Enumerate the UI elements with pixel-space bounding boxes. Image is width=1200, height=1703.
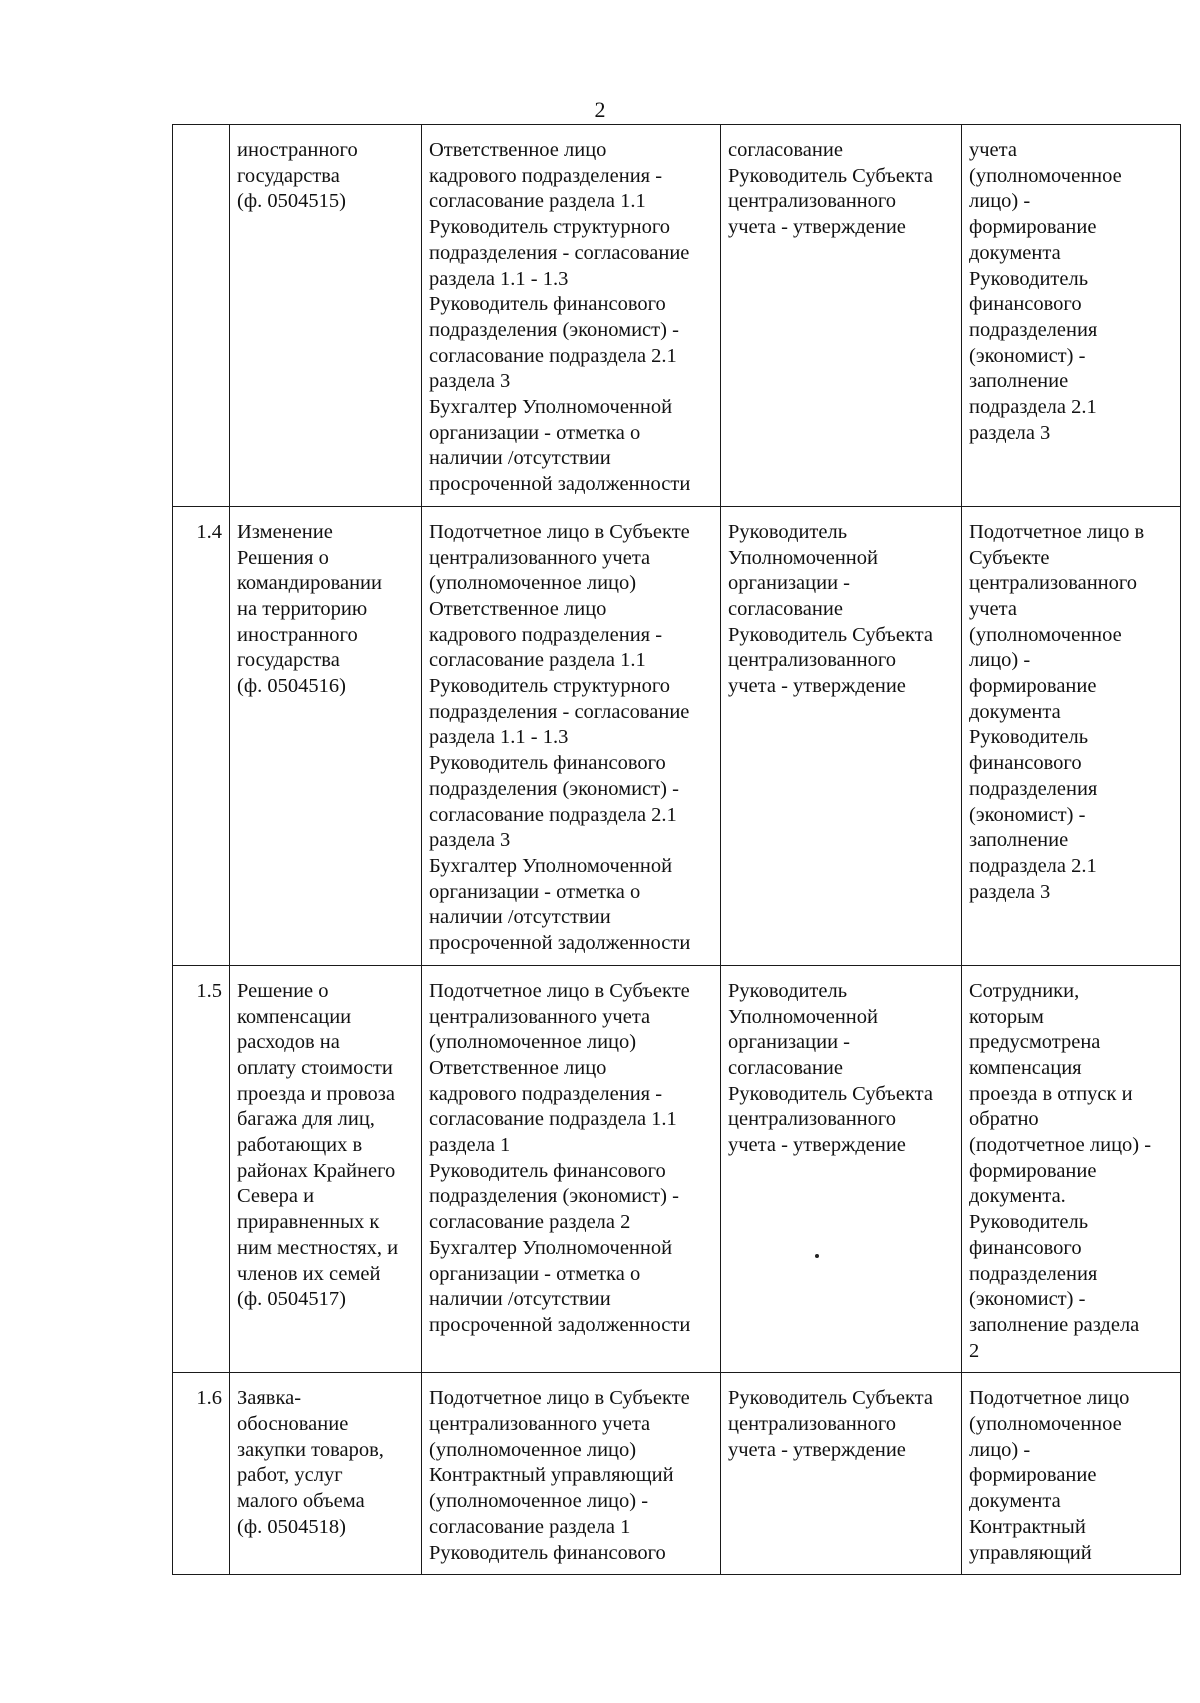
text-line: Подотчетное лицо в Субъекте <box>429 1387 690 1410</box>
text-line: Заявка- <box>237 1387 302 1410</box>
text-line: работающих в <box>237 1134 363 1157</box>
text-line: организации - отметка о <box>429 421 641 444</box>
text-line: учета - утверждение <box>728 216 906 239</box>
text-line: формирование <box>969 1159 1097 1182</box>
text-line: подразделения (экономист) - <box>429 318 679 341</box>
text-line: Контрактный управляющий <box>429 1464 674 1487</box>
text-line: учета - утверждение <box>728 1438 906 1461</box>
text-line: организации - отметка о <box>429 1262 641 1285</box>
text-line: раздела 3 <box>969 880 1051 903</box>
row-number-cell <box>173 125 230 507</box>
text-line: (уполномоченное лицо) <box>429 1031 637 1054</box>
text-line: подразделения - согласование <box>429 241 690 264</box>
approval-table <box>172 124 1181 1575</box>
text-line: наличии /отсутствии <box>429 906 611 929</box>
text-line: обратно <box>969 1108 1039 1131</box>
text-line: Сотрудники, <box>969 979 1080 1002</box>
text-line: Руководитель <box>728 979 848 1002</box>
text-line: организации - <box>728 1031 851 1054</box>
text-line: Руководитель финансового <box>429 1159 666 1182</box>
text-line: раздела 1.1 - 1.3 <box>429 726 569 749</box>
text-line: государства <box>237 649 340 672</box>
text-line: (экономист) - <box>969 803 1086 826</box>
text-line: иностранного <box>237 139 358 161</box>
text-line: Севера и <box>237 1185 315 1208</box>
text-line: Руководитель финансового <box>429 1541 666 1564</box>
text-line: документа <box>969 241 1061 264</box>
text-line: кадрового подразделения - <box>429 1082 663 1105</box>
approvers-cell <box>422 965 721 1373</box>
text-line: членов их семей <box>237 1262 381 1285</box>
text-line: учета <box>969 597 1017 620</box>
text-line: финансового <box>969 752 1082 775</box>
text-line: (уполномоченное лицо) <box>429 572 637 595</box>
table-row <box>173 506 1181 965</box>
text-line: подразделения <box>969 1262 1098 1285</box>
text-line: Руководитель Субъекта <box>728 164 933 187</box>
text-line: формирование <box>969 216 1097 239</box>
text-line: заполнение раздела <box>969 1313 1140 1336</box>
text-line: наличии /отсутствии <box>429 447 611 470</box>
text-line: подразделения <box>969 318 1098 341</box>
text-line: Руководитель <box>969 267 1089 290</box>
text-line: подраздела 2.1 <box>969 396 1097 419</box>
text-line: проезда в отпуск и <box>969 1082 1133 1105</box>
text-line: централизованного <box>728 1413 897 1436</box>
text-line: предусмотрена <box>969 1031 1101 1054</box>
document-name-cell <box>230 1373 422 1575</box>
text-line: Подотчетное лицо в Субъекте <box>429 520 690 543</box>
signers-cell <box>721 1373 962 1575</box>
text-line: Подотчетное лицо <box>969 1387 1130 1410</box>
text-line: просроченной задолженности <box>429 1313 691 1336</box>
text-line: лицо) - <box>969 649 1031 672</box>
text-line: согласование подраздела 2.1 <box>429 344 677 367</box>
page-number: 2 <box>594 97 606 122</box>
text-line: (ф. 0504515) <box>237 190 346 213</box>
text-line: учета - утверждение <box>728 675 906 698</box>
text-line: организации - <box>728 572 851 595</box>
text-line: районах Крайнего <box>237 1159 396 1182</box>
text-line: раздела 1 <box>429 1134 511 1157</box>
table-row <box>173 125 1181 507</box>
text-line: Уполномоченной <box>728 546 878 569</box>
text-line: централизованного <box>969 572 1138 595</box>
text-line: Руководитель структурного <box>429 216 670 239</box>
document-name-cell <box>230 506 422 965</box>
document-name-cell <box>230 965 422 1373</box>
text-line: (экономист) - <box>969 344 1086 367</box>
text-line: раздела 1.1 - 1.3 <box>429 267 569 290</box>
text-line: Решение о <box>237 979 329 1002</box>
text-line: малого объема <box>237 1490 365 1513</box>
text-line: Изменение <box>237 520 333 543</box>
text-line: централизованного <box>728 1108 897 1131</box>
text-line: Руководитель структурного <box>429 675 670 698</box>
table-row <box>173 1373 1181 1575</box>
approvers-cell <box>422 1373 721 1575</box>
text-line: Руководитель Субъекта <box>728 1082 933 1105</box>
text-line: приравненных к <box>237 1211 380 1234</box>
text-line: (ф. 0504517) <box>237 1288 346 1311</box>
text-line: Руководитель <box>969 1211 1089 1234</box>
text-line: подразделения - согласование <box>429 700 690 723</box>
text-line: лицо) - <box>969 1438 1031 1461</box>
text-line: Ответственное лицо <box>429 139 607 161</box>
text-line: (уполномоченное лицо) <box>429 1438 637 1461</box>
document-name-cell <box>230 125 422 507</box>
row-number-cell: 1.5 <box>173 965 230 1373</box>
text-line: командировании <box>237 572 383 595</box>
text-line: учета - утверждение <box>728 1134 906 1157</box>
text-line: обоснование <box>237 1413 349 1436</box>
text-line: Ответственное лицо <box>429 1056 607 1079</box>
text-line: (ф. 0504518) <box>237 1515 346 1538</box>
text-line: просроченной задолженности <box>429 473 691 496</box>
text-line: на территорию <box>237 597 368 620</box>
text-line: формирование <box>969 675 1097 698</box>
text-line: организации - отметка о <box>429 880 641 903</box>
text-line: Руководитель финансового <box>429 293 666 316</box>
table-row <box>173 965 1181 1373</box>
table-body <box>173 125 1181 1575</box>
text-line: заполнение <box>969 370 1069 393</box>
text-line: Руководитель <box>728 520 848 543</box>
text-line: финансового <box>969 293 1082 316</box>
text-line: раздела 3 <box>429 829 511 852</box>
text-line: согласование подраздела 1.1 <box>429 1108 677 1131</box>
text-line: Бухгалтер Уполномоченной <box>429 1236 673 1259</box>
text-line: согласование раздела 2 <box>429 1211 631 1234</box>
text-line: Субъекте <box>969 546 1050 569</box>
text-line: согласование <box>728 139 843 161</box>
text-line: кадрового подразделения - <box>429 623 663 646</box>
text-line: расходов на <box>237 1031 340 1054</box>
text-line: багажа для лиц, <box>237 1108 375 1131</box>
text-line: просроченной задолженности <box>429 932 691 955</box>
text-line: формирование <box>969 1464 1097 1487</box>
formers-cell <box>962 506 1181 965</box>
text-line: работ, услуг <box>237 1464 343 1487</box>
text-line: компенсации <box>237 1005 352 1028</box>
text-line: документа <box>969 1490 1061 1513</box>
text-line: согласование раздела 1 <box>429 1515 631 1538</box>
text-line: (подотчетное лицо) - <box>969 1134 1152 1157</box>
text-line: подразделения (экономист) - <box>429 1185 679 1208</box>
text-line: (ф. 0504516) <box>237 675 346 698</box>
text-line: подраздела 2.1 <box>969 854 1097 877</box>
text-line: финансового <box>969 1236 1082 1259</box>
text-line: Подотчетное лицо в Субъекте <box>429 979 690 1002</box>
text-line: Контрактный <box>969 1515 1086 1538</box>
text-line: подразделения (экономист) - <box>429 777 679 800</box>
text-line: согласование <box>728 1056 843 1079</box>
text-line: ним местностях, и <box>237 1236 399 1259</box>
approvers-cell <box>422 125 721 507</box>
text-line: оплату стоимости <box>237 1056 393 1079</box>
text-line: согласование подраздела 2.1 <box>429 803 677 826</box>
signers-cell <box>721 965 962 1373</box>
text-line: согласование раздела 1.1 <box>429 190 646 213</box>
text-line: Руководитель Субъекта <box>728 1387 933 1410</box>
text-line: централизованного <box>728 190 897 213</box>
text-line: раздела 3 <box>429 370 511 393</box>
text-line: централизованного <box>728 649 897 672</box>
text-line: управляющий <box>969 1541 1092 1564</box>
text-line: документа <box>969 700 1061 723</box>
text-line: подразделения <box>969 777 1098 800</box>
text-line: учета <box>969 139 1017 161</box>
text-line: согласование <box>728 597 843 620</box>
text-line: Руководитель финансового <box>429 752 666 775</box>
text-line: Подотчетное лицо в <box>969 520 1145 543</box>
text-line: проезда и провоза <box>237 1082 396 1105</box>
text-line: (экономист) - <box>969 1288 1086 1311</box>
formers-cell <box>962 1373 1181 1575</box>
approvers-cell <box>422 506 721 965</box>
text-line: закупки товаров, <box>237 1438 384 1461</box>
text-line: компенсация <box>969 1056 1082 1079</box>
text-line: централизованного учета <box>429 546 651 569</box>
text-line: раздела 3 <box>969 421 1051 444</box>
text-line: Бухгалтер Уполномоченной <box>429 854 673 877</box>
text-line: кадрового подразделения - <box>429 164 663 187</box>
text-line: Уполномоченной <box>728 1005 878 1028</box>
signers-cell <box>721 125 962 507</box>
scan-speck <box>815 1254 819 1258</box>
text-line: Руководитель <box>969 726 1089 749</box>
text-line: Руководитель Субъекта <box>728 623 933 646</box>
text-line: государства <box>237 164 340 187</box>
text-line: документа. <box>969 1185 1066 1208</box>
text-line: (уполномоченное лицо) - <box>429 1490 649 1513</box>
text-line: централизованного учета <box>429 1413 651 1436</box>
text-line: лицо) - <box>969 190 1031 213</box>
text-line: Решения о <box>237 546 329 569</box>
text-line: которым <box>969 1005 1044 1028</box>
text-line: (уполномоченное <box>969 623 1122 646</box>
row-number-cell: 1.4 <box>173 506 230 965</box>
text-line: (уполномоченное <box>969 1413 1122 1436</box>
formers-cell <box>962 965 1181 1373</box>
text-line: Ответственное лицо <box>429 597 607 620</box>
formers-cell <box>962 125 1181 507</box>
text-line: Бухгалтер Уполномоченной <box>429 396 673 419</box>
text-line: иностранного <box>237 623 358 646</box>
text-line: согласование раздела 1.1 <box>429 649 646 672</box>
row-number-cell: 1.6 <box>173 1373 230 1575</box>
text-line: заполнение <box>969 829 1069 852</box>
text-line: централизованного учета <box>429 1005 651 1028</box>
text-line: наличии /отсутствии <box>429 1288 611 1311</box>
text-line: (уполномоченное <box>969 164 1122 187</box>
signers-cell <box>721 506 962 965</box>
text-line: 2 <box>969 1339 980 1362</box>
